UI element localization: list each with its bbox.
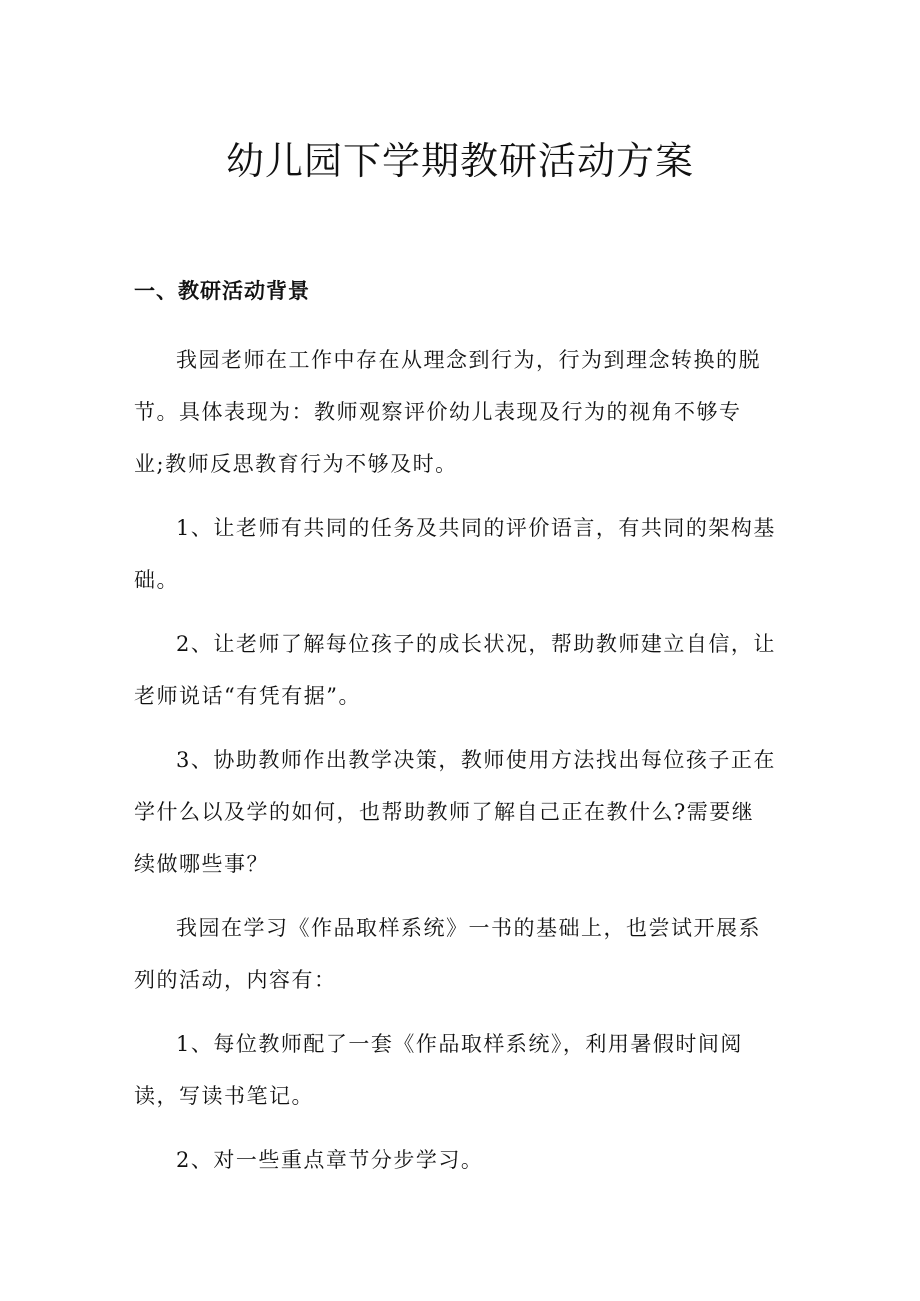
paragraph: 2、让老师了解每位孩子的成长状况，帮助教师建立自信，让 老师说话“有凭有据”。	[134, 632, 776, 708]
section-heading: 一、教研活动背景	[134, 278, 310, 303]
paragraph: 1、让老师有共同的任务及共同的评价语言，有共同的架构基 础。	[134, 516, 776, 592]
paragraph: 2、对一些重点章节分步学习。	[176, 1148, 484, 1172]
paragraph: 3、协助教师作出教学决策，教师使用方法找出每位孩子正在 学什么以及学的如何，也帮助教师了解自己正在教什么?需要继 续做哪些事？	[134, 748, 776, 876]
paragraph: 我园老师在工作中存在从理念到行为，行为到理念转换的脱 节。具体表现为：教师观察评价幼儿表现及行为的视角不够专 业;教师反思教育行为不够及时。	[134, 348, 761, 476]
document-title: 幼儿园下学期教研活动方案	[225, 139, 694, 183]
paragraph: 我园在学习《作品取样系统》一书的基础上，也尝试开展系 列的活动，内容有：	[134, 916, 761, 992]
paragraph: 1、每位教师配了一套《作品取样系统》，利用暑假时间阅 读，写读书笔记。	[134, 1032, 743, 1108]
